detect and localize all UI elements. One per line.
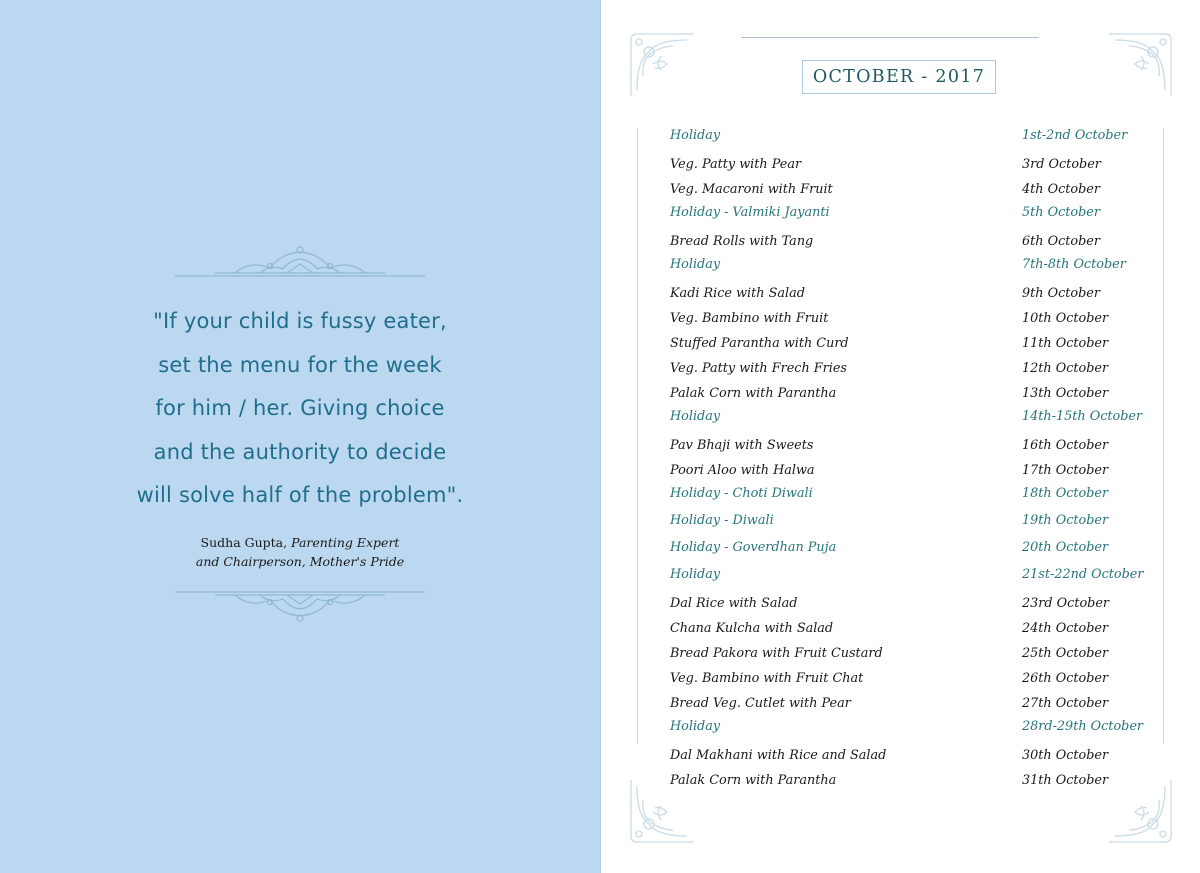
menu-item-name: Holiday bbox=[670, 128, 721, 143]
quote-attribution bbox=[150, 533, 450, 571]
menu-item-date: 14th-15th October bbox=[1022, 409, 1143, 424]
quote-text bbox=[110, 300, 490, 518]
menu-row bbox=[670, 281, 1150, 306]
menu-row bbox=[670, 458, 1150, 483]
menu-item-date: 20th October bbox=[1022, 540, 1109, 555]
menu-item-date: 16th October bbox=[1022, 438, 1109, 453]
menu-row bbox=[670, 616, 1150, 641]
menu-row-holiday bbox=[670, 406, 1150, 433]
menu-item-date: 26th October bbox=[1022, 671, 1109, 686]
menu-item-date: 21st-22nd October bbox=[1022, 567, 1144, 582]
menu-item-date: 1st-2nd October bbox=[1022, 128, 1128, 143]
menu-row-holiday bbox=[670, 125, 1150, 152]
menu-row-holiday bbox=[670, 510, 1150, 537]
menu-item-name: Dal Rice with Salad bbox=[670, 596, 798, 611]
menu-row-holiday bbox=[670, 483, 1150, 510]
menu-item-name: Veg. Bambino with Fruit bbox=[670, 311, 829, 326]
menu-row-holiday bbox=[670, 537, 1150, 564]
corner-ornament-icon bbox=[1105, 30, 1175, 100]
menu-item-name: Holiday - Choti Diwali bbox=[670, 486, 813, 501]
menu-item-date: 23rd October bbox=[1022, 596, 1110, 611]
menu-item-name: Holiday bbox=[670, 719, 721, 734]
quote-line: "If your child is fussy eater, bbox=[153, 309, 447, 333]
menu-row bbox=[670, 152, 1150, 177]
menu-row-holiday bbox=[670, 564, 1150, 591]
menu-item-name: Holiday bbox=[670, 567, 721, 582]
menu-item-name: Dal Makhani with Rice and Salad bbox=[670, 748, 887, 763]
menu-row bbox=[670, 743, 1150, 768]
menu-item-date: 27th October bbox=[1022, 696, 1109, 711]
menu-row bbox=[670, 768, 1150, 793]
menu-item-name: Kadi Rice with Salad bbox=[670, 286, 805, 301]
menu-item-name: Veg. Macaroni with Fruit bbox=[670, 182, 833, 197]
menu-item-date: 3rd October bbox=[1022, 157, 1101, 172]
menu-item-name: Holiday bbox=[670, 409, 721, 424]
menu-item-name: Palak Corn with Parantha bbox=[670, 773, 837, 788]
menu-item-date: 9th October bbox=[1022, 286, 1100, 301]
menu-row bbox=[670, 331, 1150, 356]
menu-item-name: Stuffed Parantha with Curd bbox=[670, 336, 849, 351]
top-rule bbox=[741, 37, 1039, 38]
menu-row bbox=[670, 691, 1150, 716]
menu-list bbox=[670, 125, 1150, 793]
menu-item-name: Chana Kulcha with Salad bbox=[670, 621, 834, 636]
menu-row bbox=[670, 381, 1150, 406]
menu-item-name: Pav Bhaji with Sweets bbox=[670, 438, 814, 453]
month-title: OCTOBER - 2017 bbox=[802, 60, 996, 94]
menu-item-name: Bread Pakora with Fruit Custard bbox=[670, 646, 883, 661]
menu-item-name: Holiday - Valmiki Jayanti bbox=[670, 205, 830, 220]
menu-item-date: 18th October bbox=[1022, 486, 1109, 501]
menu-row-holiday bbox=[670, 202, 1150, 229]
menu-item-name: Veg. Patty with Pear bbox=[670, 157, 802, 172]
menu-item-date: 10th October bbox=[1022, 311, 1109, 326]
menu-row bbox=[670, 306, 1150, 331]
menu-item-date: 12th October bbox=[1022, 361, 1109, 376]
quote-line: set the menu for the week bbox=[158, 352, 442, 377]
menu-row bbox=[670, 641, 1150, 666]
menu-row bbox=[670, 356, 1150, 381]
ornament-divider-bottom-icon bbox=[175, 586, 425, 626]
menu-item-name: Holiday - Goverdhan Puja bbox=[670, 540, 837, 555]
author-org: and Chairperson, Mother's Pride bbox=[195, 554, 405, 569]
menu-item-name: Palak Corn with Parantha bbox=[670, 386, 837, 401]
menu-item-date: 31th October bbox=[1022, 773, 1109, 788]
menu-row bbox=[670, 433, 1150, 458]
menu-row-holiday bbox=[670, 254, 1150, 281]
menu-item-date: 4th October bbox=[1022, 182, 1100, 197]
menu-item-name: Poori Aloo with Halwa bbox=[670, 463, 815, 478]
quote-line: and the authority to decide bbox=[153, 439, 447, 464]
author-role: Parenting Expert bbox=[291, 535, 400, 550]
menu-item-date: 5th October bbox=[1022, 205, 1100, 220]
menu-item-name: Holiday bbox=[670, 257, 721, 272]
menu-item-date: 13th October bbox=[1022, 386, 1109, 401]
menu-item-date: 28rd-29th October bbox=[1022, 719, 1144, 734]
quote-line: for him / her. Giving choice bbox=[155, 396, 445, 420]
menu-item-name: Bread Rolls with Tang bbox=[670, 234, 814, 249]
menu-row bbox=[670, 177, 1150, 202]
ornament-divider-top-icon bbox=[175, 242, 425, 282]
menu-item-date: 11th October bbox=[1022, 336, 1109, 351]
menu-item-date: 24th October bbox=[1022, 621, 1109, 636]
menu-item-name: Veg. Patty with Frech Fries bbox=[670, 361, 847, 376]
menu-item-date: 6th October bbox=[1022, 234, 1100, 249]
menu-item-date: 17th October bbox=[1022, 463, 1109, 478]
menu-row bbox=[670, 591, 1150, 616]
quote-line: will solve half of the problem". bbox=[136, 483, 464, 507]
menu-row bbox=[670, 229, 1150, 254]
menu-item-date: 30th October bbox=[1022, 748, 1109, 763]
menu-item-name: Veg. Bambino with Fruit Chat bbox=[670, 671, 864, 686]
menu-item-name: Holiday - Diwali bbox=[670, 513, 774, 528]
right-side-rule bbox=[1163, 128, 1164, 744]
menu-row bbox=[670, 666, 1150, 691]
menu-item-date: 7th-8th October bbox=[1022, 257, 1126, 272]
menu-row-holiday bbox=[670, 716, 1150, 743]
left-side-rule bbox=[637, 128, 638, 744]
author-name: Sudha Gupta, bbox=[200, 535, 288, 550]
menu-item-date: 19th October bbox=[1022, 513, 1109, 528]
right-page bbox=[600, 0, 1200, 873]
menu-item-date: 25th October bbox=[1022, 646, 1109, 661]
menu-item-name: Bread Veg. Cutlet with Pear bbox=[670, 696, 851, 711]
corner-ornament-icon bbox=[627, 30, 697, 100]
